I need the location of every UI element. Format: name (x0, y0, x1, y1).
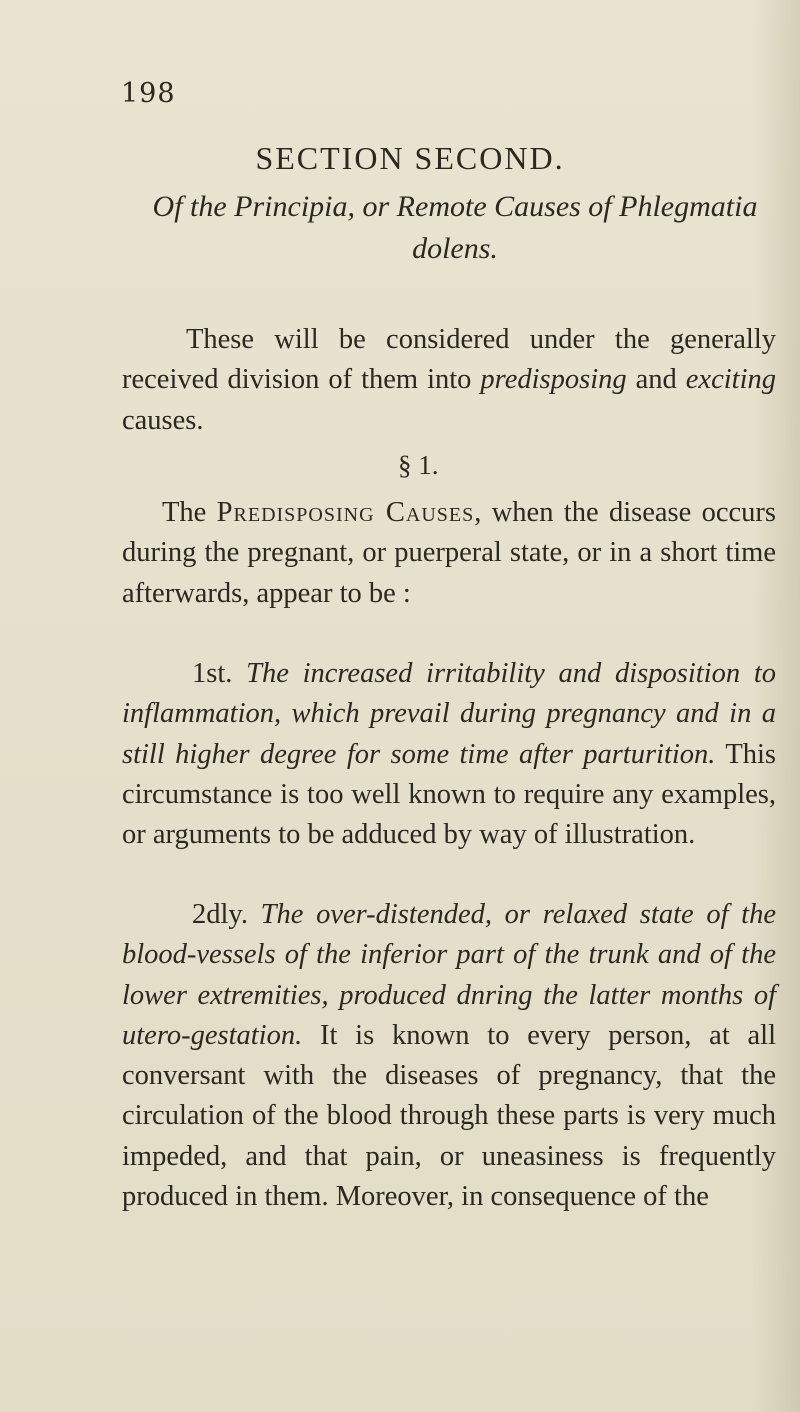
intro-paragraph (122, 320, 776, 441)
subtitle-of: Of (152, 190, 183, 223)
predisposing-smallcaps: Predisposing Causes (216, 497, 475, 528)
intro-text-1: These will be considered under the generally received division of them into (122, 324, 776, 396)
first-cause-emphasis: The increased irritability and disposition to inflammation, which prevail during pregnancy and in a still higher degree for some time after parturition. (122, 658, 776, 770)
section-subtitle (130, 186, 780, 270)
section-heading: SECTION SECOND. (255, 140, 565, 176)
second-cause-paragraph (122, 895, 776, 1217)
second-cause-emphasis: The over-distended, or relaxed state of the blood-vessels of the inferior part of the trunk and of the lower extremities, produced dnring the latter months of utero-gestation. (122, 899, 776, 1051)
subtitle-rest: the Principia, or Remote Causes of Phlegmatia dolens. (182, 190, 758, 265)
predisposing-text-2: , when the disease occurs during the pregnant, or puerperal state, or in a short time afterwards, appear to be : (122, 497, 777, 609)
predisposing-text-1: The (162, 497, 217, 528)
intro-emphasis-exciting: exciting (685, 364, 776, 396)
predisposing-paragraph (122, 493, 776, 614)
intro-text-3: causes. (122, 404, 204, 436)
section-mark: § 1. (398, 450, 439, 480)
second-cause-text: It is known to every person, at all conversant with the diseases of pregnancy, that the circulation of the blood through these parts is very much impeded, and that pain, or uneasiness is frequently produced in them. Moreover, in consequence of the (122, 1019, 776, 1213)
page-number: 198 (121, 78, 176, 109)
first-cause-number: 1st. (192, 658, 247, 689)
first-cause-text: This circumstance is too well known to require any examples, or arguments to be adduced by way of illustration. (122, 738, 776, 851)
second-cause-number: 2dly. (192, 899, 261, 930)
first-cause-paragraph (122, 654, 776, 855)
intro-text-2: and (626, 364, 686, 396)
intro-emphasis-predisposing: predisposing (480, 364, 627, 396)
